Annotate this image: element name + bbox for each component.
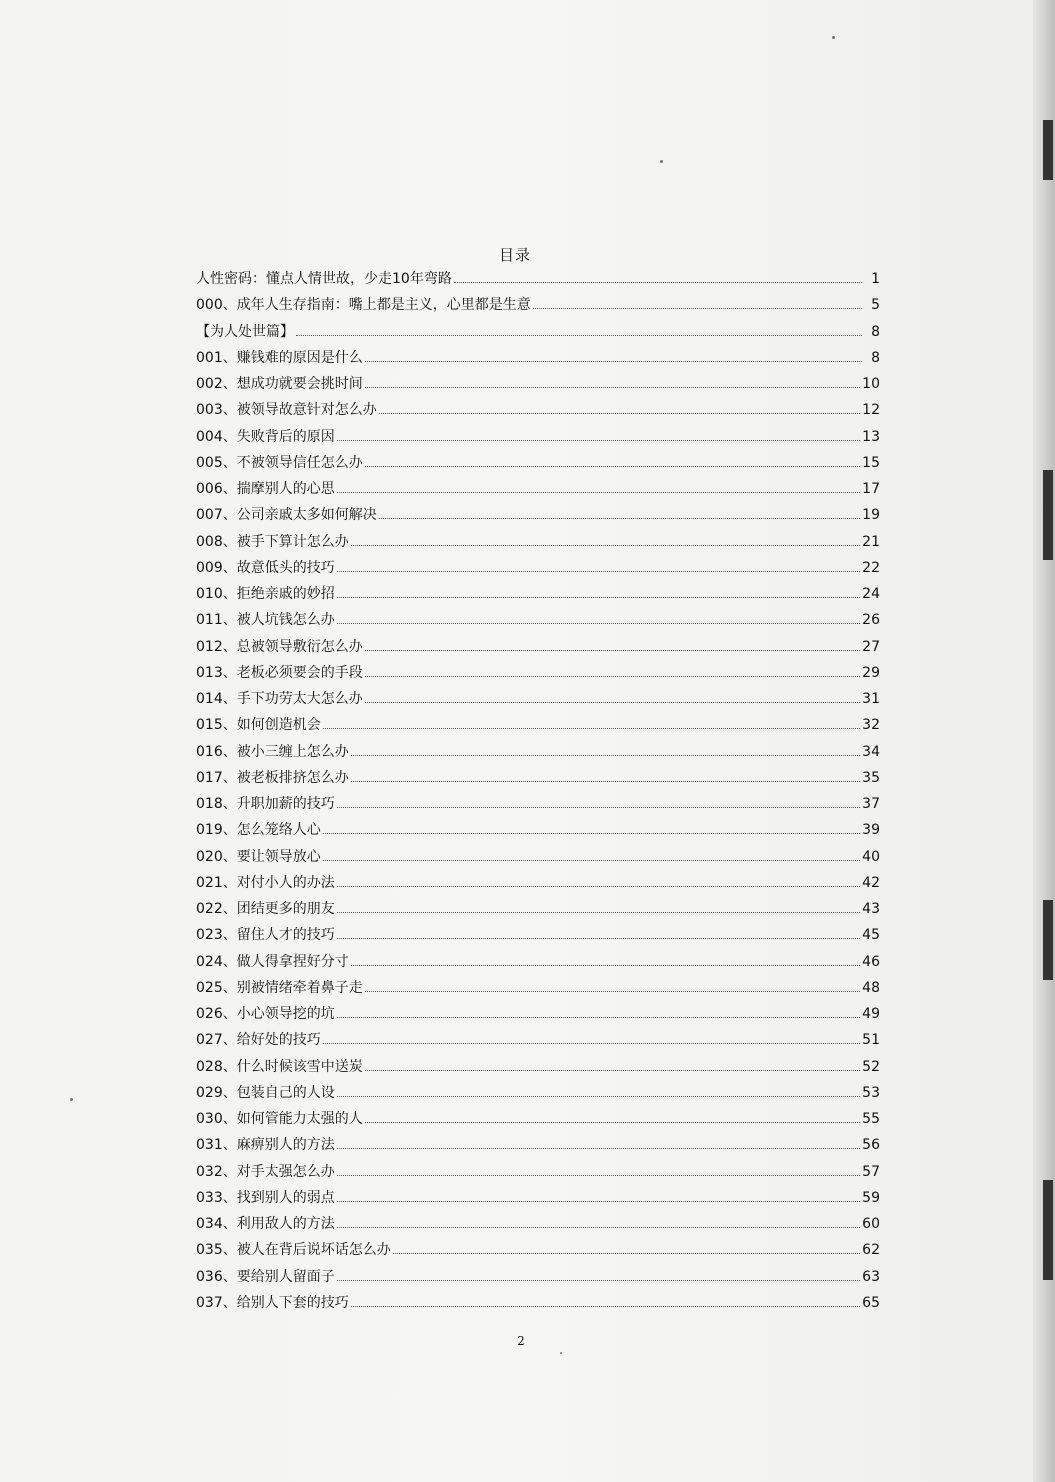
toc-entry-page: 46 <box>862 953 880 970</box>
page-title: 目录 <box>498 246 531 264</box>
toc-entry-label: 024、做人得拿捏好分寸 <box>196 953 349 970</box>
toc-entry-label: 012、总被领导敷衍怎么办 <box>196 638 363 655</box>
toc-entry-page: 26 <box>862 612 880 629</box>
toc-dot-leader <box>337 1227 860 1228</box>
toc-entry-page: 10 <box>862 376 880 392</box>
toc-dot-leader <box>337 571 860 572</box>
page-number: 2 <box>517 1334 525 1348</box>
toc-dot-leader <box>337 1017 860 1018</box>
toc-entry <box>196 870 880 896</box>
toc-dot-leader <box>454 282 862 283</box>
toc-dot-leader <box>337 938 860 939</box>
toc-dot-leader <box>337 440 860 441</box>
toc-entry-page: 63 <box>862 1268 880 1285</box>
toc-entry-page: 60 <box>862 1216 880 1232</box>
toc-entry-label: 005、不被领导信任怎么办 <box>196 454 363 471</box>
toc-entry-page: 21 <box>862 533 880 550</box>
toc-dot-leader <box>365 702 860 703</box>
toc-entry-label: 028、什么时候该雪中送炭 <box>196 1058 363 1075</box>
edge-shadow <box>1043 1180 1053 1280</box>
toc-dot-leader <box>323 860 860 861</box>
toc-entry <box>196 975 880 1001</box>
toc-dot-leader <box>351 1306 860 1307</box>
toc-entry-page: 24 <box>862 586 880 602</box>
toc-entry-page: 32 <box>862 717 880 734</box>
toc-entry <box>196 1080 880 1106</box>
toc-entry <box>196 712 880 738</box>
toc-entry-label: 032、对手太强怎么办 <box>196 1163 335 1180</box>
toc-entry <box>196 817 880 843</box>
toc-entry-page: 1 <box>871 271 880 287</box>
toc-dot-leader <box>365 676 860 677</box>
edge-shadow <box>1043 900 1053 980</box>
toc-entry <box>196 660 880 686</box>
toc-dot-leader <box>337 1096 860 1097</box>
toc-entry-label: 000、成年人生存指南：嘴上都是主义，心里都是生意 <box>196 297 531 314</box>
toc-dot-leader <box>379 413 860 414</box>
table-of-contents <box>196 266 880 1316</box>
toc-dot-leader <box>365 1122 860 1123</box>
toc-entry-page: 55 <box>862 1111 880 1127</box>
toc-entry <box>196 266 880 292</box>
toc-entry-label: 016、被小三缠上怎么办 <box>196 743 349 760</box>
toc-dot-leader <box>337 886 860 887</box>
toc-entry <box>196 1027 880 1053</box>
toc-entry <box>196 529 880 555</box>
toc-entry-label: 013、老板必须要会的手段 <box>196 664 363 681</box>
toc-entry-label: 018、升职加薪的技巧 <box>196 796 335 812</box>
edge-shadow <box>1043 470 1053 560</box>
toc-entry-page: 19 <box>862 507 880 524</box>
toc-entry-page: 22 <box>862 559 880 576</box>
toc-entry-label: 002、想成功就要会挑时间 <box>196 376 363 392</box>
toc-entry <box>196 1159 880 1185</box>
toc-entry-label: 023、留住人才的技巧 <box>196 927 335 944</box>
toc-dot-leader <box>337 597 860 598</box>
toc-dot-leader <box>323 728 860 729</box>
toc-dot-leader <box>379 518 860 519</box>
toc-entry-page: 43 <box>862 901 880 917</box>
edge-shadow <box>1043 120 1053 180</box>
toc-entry <box>196 686 880 712</box>
toc-entry-label: 026、小心领导挖的坑 <box>196 1006 335 1022</box>
toc-entry-page: 39 <box>862 822 880 839</box>
toc-entry <box>196 1264 880 1290</box>
toc-entry-page: 51 <box>862 1032 880 1049</box>
toc-entry <box>196 922 880 948</box>
toc-dot-leader <box>393 1253 860 1254</box>
toc-dot-leader <box>365 991 860 992</box>
toc-entry-label: 037、给别人下套的技巧 <box>196 1294 349 1311</box>
toc-entry-label: 011、被人坑钱怎么办 <box>196 612 335 629</box>
scan-speck <box>70 1098 73 1101</box>
toc-entry-label: 019、怎么笼络人心 <box>196 822 321 839</box>
toc-entry-page: 15 <box>862 454 880 471</box>
toc-dot-leader <box>337 1148 860 1149</box>
toc-entry-label: 025、别被情绪牵着鼻子走 <box>196 979 363 996</box>
toc-entry-label: 008、被手下算计怎么办 <box>196 533 349 550</box>
scan-speck <box>832 36 835 39</box>
toc-entry-page: 13 <box>862 428 880 445</box>
toc-dot-leader <box>351 781 860 782</box>
toc-entry <box>196 739 880 765</box>
toc-entry-page: 53 <box>862 1084 880 1101</box>
toc-dot-leader <box>337 492 860 493</box>
toc-entry <box>196 371 880 397</box>
toc-entry <box>196 319 880 345</box>
toc-entry <box>196 1185 880 1211</box>
toc-entry-page: 37 <box>862 796 880 812</box>
toc-dot-leader <box>337 623 860 624</box>
toc-entry-label: 010、拒绝亲戚的妙招 <box>196 586 335 602</box>
toc-entry-label: 031、麻痹别人的方法 <box>196 1137 335 1154</box>
toc-entry <box>196 502 880 528</box>
toc-entry <box>196 607 880 633</box>
toc-dot-leader <box>323 1043 860 1044</box>
toc-entry <box>196 949 880 975</box>
toc-dot-leader <box>323 833 860 834</box>
scan-speck <box>660 160 663 163</box>
toc-entry-label: 030、如何管能力太强的人 <box>196 1111 363 1127</box>
toc-entry <box>196 1132 880 1158</box>
toc-entry-page: 27 <box>862 638 880 655</box>
toc-entry-page: 49 <box>862 1006 880 1022</box>
toc-dot-leader <box>296 335 862 336</box>
toc-entry <box>196 791 880 817</box>
toc-entry <box>196 581 880 607</box>
toc-entry-label: 003、被领导故意针对怎么办 <box>196 402 377 419</box>
toc-entry-page: 17 <box>862 481 880 497</box>
toc-entry-page: 34 <box>862 743 880 760</box>
toc-entry <box>196 292 880 318</box>
toc-entry <box>196 1106 880 1132</box>
toc-dot-leader <box>365 387 860 388</box>
toc-entry-page: 8 <box>871 349 880 366</box>
toc-dot-leader <box>337 1280 860 1281</box>
toc-dot-leader <box>337 912 860 913</box>
toc-entry-page: 59 <box>862 1189 880 1206</box>
toc-entry-page: 8 <box>871 323 880 340</box>
toc-entry-page: 52 <box>862 1058 880 1075</box>
toc-entry-label: 014、手下功劳太大怎么办 <box>196 691 363 707</box>
toc-entry-page: 45 <box>862 927 880 944</box>
toc-entry-label: 007、公司亲戚太多如何解决 <box>196 507 377 524</box>
toc-entry-page: 5 <box>871 297 880 314</box>
toc-dot-leader <box>365 1070 860 1071</box>
toc-dot-leader <box>365 361 862 362</box>
toc-entry-page: 29 <box>862 664 880 681</box>
toc-entry-page: 48 <box>862 979 880 996</box>
toc-entry-label: 036、要给别人留面子 <box>196 1268 335 1285</box>
toc-entry <box>196 424 880 450</box>
toc-dot-leader <box>351 545 860 546</box>
toc-entry-label: 035、被人在背后说坏话怎么办 <box>196 1242 391 1259</box>
toc-entry <box>196 476 880 502</box>
toc-entry-label: 029、包装自己的人设 <box>196 1084 335 1101</box>
toc-entry <box>196 1290 880 1316</box>
toc-entry-label: 027、给好处的技巧 <box>196 1032 321 1049</box>
toc-entry-label: 009、故意低头的技巧 <box>196 559 335 576</box>
toc-entry-page: 65 <box>862 1294 880 1311</box>
toc-entry <box>196 896 880 922</box>
toc-entry-page: 31 <box>862 691 880 707</box>
toc-entry-page: 42 <box>862 874 880 891</box>
toc-entry <box>196 397 880 423</box>
toc-entry <box>196 1001 880 1027</box>
toc-entry <box>196 844 880 870</box>
toc-dot-leader <box>533 308 862 309</box>
toc-entry-page: 57 <box>862 1163 880 1180</box>
toc-entry <box>196 555 880 581</box>
toc-entry <box>196 765 880 791</box>
toc-dot-leader <box>337 1175 860 1176</box>
toc-dot-leader <box>365 466 860 467</box>
toc-entry-label: 001、赚钱难的原因是什么 <box>196 349 363 366</box>
toc-dot-leader <box>337 807 860 808</box>
toc-entry-page: 35 <box>862 769 880 786</box>
toc-entry-label: 017、被老板排挤怎么办 <box>196 769 349 786</box>
toc-entry-page: 56 <box>862 1137 880 1154</box>
toc-entry-label: 【为人处世篇】 <box>196 323 294 340</box>
toc-dot-leader <box>337 1201 860 1202</box>
toc-entry <box>196 450 880 476</box>
toc-entry-label: 015、如何创造机会 <box>196 717 321 734</box>
toc-entry-label: 022、团结更多的朋友 <box>196 901 335 917</box>
toc-entry <box>196 345 880 371</box>
toc-entry-label: 033、找到别人的弱点 <box>196 1189 335 1206</box>
toc-entry-page: 62 <box>862 1242 880 1259</box>
scan-speck <box>560 1352 562 1354</box>
toc-entry-page: 40 <box>862 848 880 865</box>
toc-entry-page: 12 <box>862 402 880 419</box>
toc-dot-leader <box>351 755 860 756</box>
toc-entry <box>196 1211 880 1237</box>
toc-entry-label: 020、要让领导放心 <box>196 848 321 865</box>
toc-entry-label: 006、揣摩别人的心思 <box>196 481 335 497</box>
toc-entry <box>196 1054 880 1080</box>
toc-entry <box>196 634 880 660</box>
toc-entry-label: 人性密码：懂点人情世故，少走10年弯路 <box>196 271 452 287</box>
toc-entry-label: 021、对付小人的办法 <box>196 874 335 891</box>
toc-dot-leader <box>351 965 860 966</box>
toc-entry <box>196 1237 880 1263</box>
toc-dot-leader <box>365 650 860 651</box>
toc-entry-label: 034、利用敌人的方法 <box>196 1216 335 1232</box>
toc-entry-label: 004、失败背后的原因 <box>196 428 335 445</box>
paper-torn-edge <box>1033 0 1055 1482</box>
